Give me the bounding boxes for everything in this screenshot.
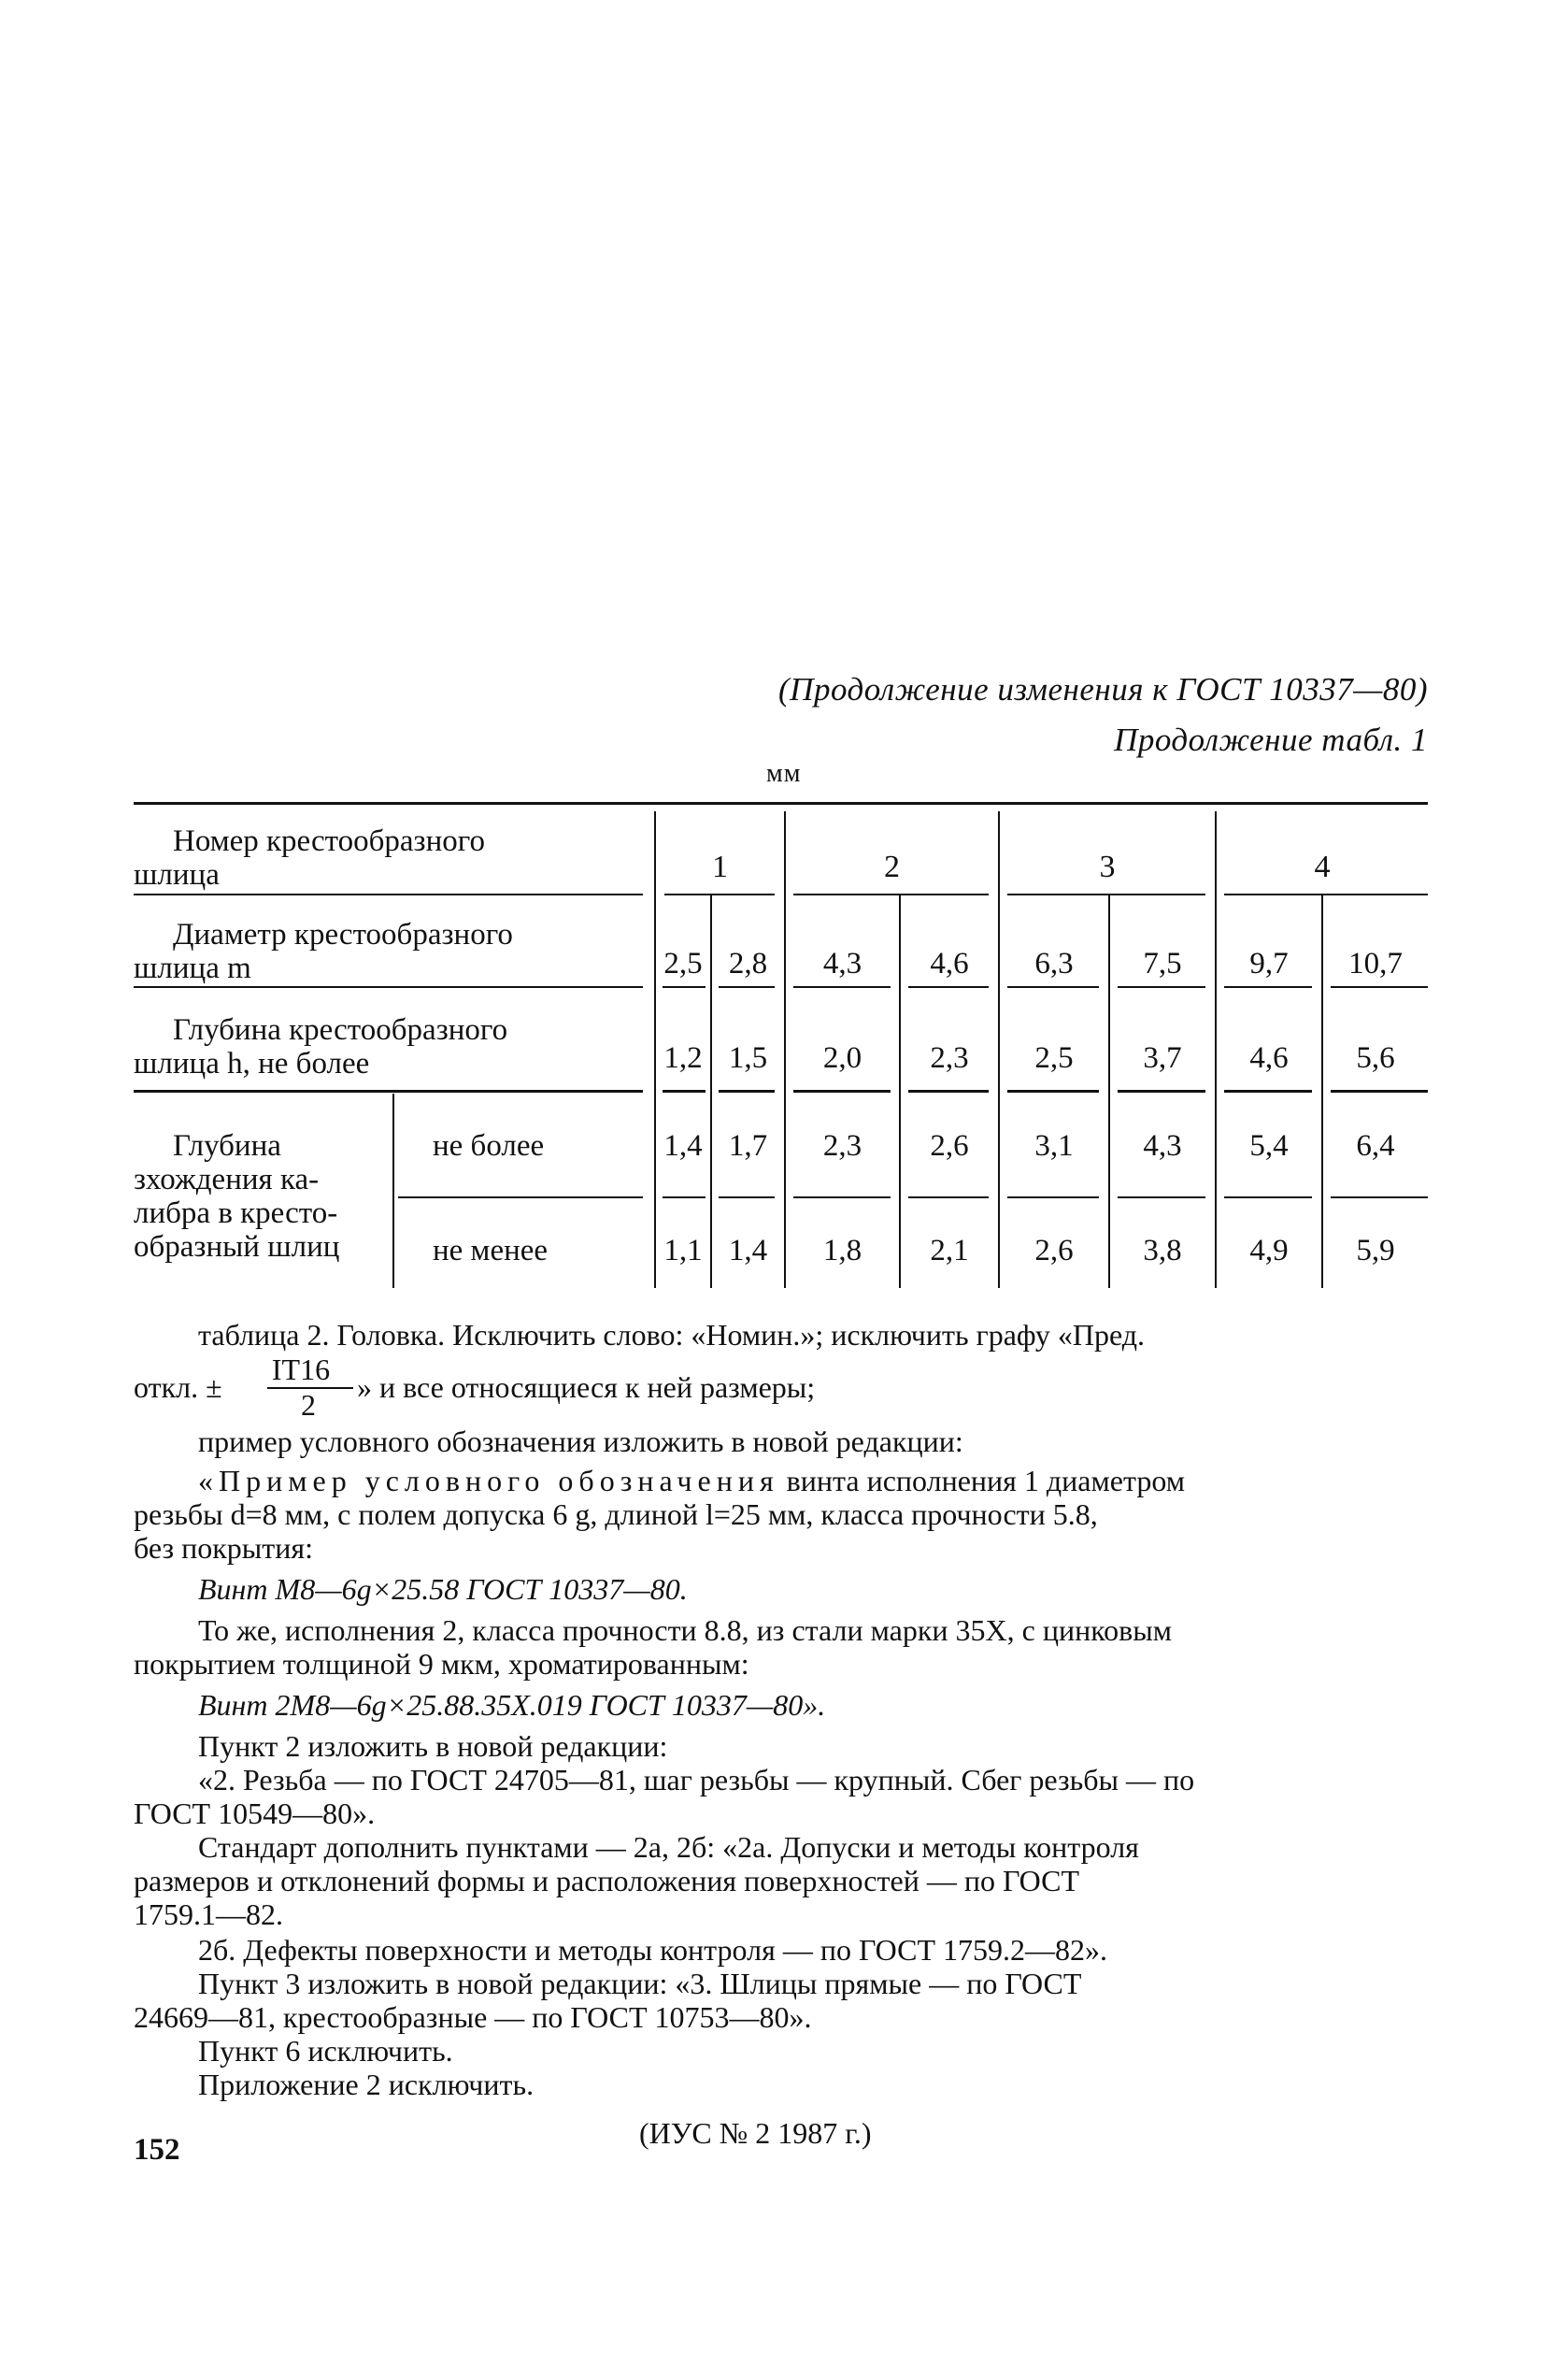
text-line: Приложение 2 исключить.	[198, 2068, 535, 2101]
text-line: ГОСТ 10549—80».	[134, 1797, 376, 1830]
gauge-label-2: зхождения ка-	[134, 1163, 320, 1196]
text-line: без покрытия:	[134, 1531, 313, 1565]
gauge-min-value: 2,1	[930, 1234, 969, 1267]
spaced-emphasis: «Пример условного обозначения	[198, 1464, 779, 1497]
text-line: Пункт 3 изложить в новой редакции: «3. Шлицы прямые — по ГОСТ	[198, 1967, 1082, 2000]
diameter-value: 9,7	[1249, 947, 1289, 981]
text-line: 24669—81, крестообразные — по ГОСТ 10753—80».	[134, 2000, 812, 2034]
gauge-max-value: 1,4	[663, 1129, 703, 1163]
slot-number-1: 1	[712, 850, 728, 884]
gauge-label-3: либра в кресто-	[134, 1196, 338, 1230]
text-line: размеров и отклонений формы и расположения поверхностей — по ГОСТ	[134, 1864, 1080, 1897]
row-label-slot-number-1: Номер крестообразного	[173, 824, 485, 858]
gauge-label-1: Глубина	[173, 1129, 281, 1163]
table-unit: мм	[766, 759, 802, 788]
text-line: пример условного обозначения изложить в новой редакции:	[198, 1424, 963, 1458]
gauge-max-value: 6,4	[1356, 1129, 1395, 1163]
diameter-value: 10,7	[1348, 947, 1403, 981]
gauge-max-value: 4,3	[1143, 1129, 1182, 1163]
text-line: Пункт 6 исключить.	[198, 2034, 453, 2068]
diameter-value: 7,5	[1143, 947, 1182, 981]
depth-value: 1,2	[663, 1041, 703, 1075]
fraction-numerator: IT16	[271, 1353, 331, 1386]
depth-value: 5,6	[1356, 1041, 1395, 1075]
ius-reference: (ИУС № 2 1987 г.)	[639, 2116, 872, 2150]
gauge-min-value: 1,8	[822, 1234, 862, 1267]
text-span: винта исполнения 1 диаметром	[786, 1464, 1185, 1497]
diameter-value: 4,3	[822, 947, 862, 981]
row-label-slot-number-2: шлица	[134, 858, 220, 892]
slot-number-2: 2	[884, 850, 900, 884]
gauge-max-value: 2,6	[930, 1129, 969, 1163]
dimensions-table	[134, 802, 1428, 1290]
gauge-sublabel-min: не менее	[433, 1234, 549, 1267]
gauge-min-value: 1,1	[663, 1234, 703, 1267]
gauge-max-value: 5,4	[1249, 1129, 1289, 1163]
depth-value: 2,5	[1034, 1041, 1074, 1075]
gauge-max-value: 2,3	[822, 1129, 862, 1163]
text-line: 1759.1—82.	[134, 1897, 283, 1931]
text-line: откл. ±	[134, 1370, 222, 1404]
text-line	[198, 1464, 1185, 1497]
gauge-label-4: образный шлиц	[134, 1230, 340, 1264]
designation-example-1: Винт М8—6g×25.58 ГОСТ 10337—80.	[198, 1572, 688, 1606]
slot-number-3: 3	[1099, 850, 1116, 884]
designation-example-2: Винт 2М8—6g×25.88.35Х.019 ГОСТ 10337—80».	[198, 1688, 826, 1722]
gauge-sublabel-max: не более	[433, 1129, 545, 1163]
depth-value: 2,0	[822, 1041, 862, 1075]
depth-value: 1,5	[728, 1041, 768, 1075]
row-label-depth-2: шлица h, не более	[134, 1047, 370, 1081]
gauge-min-value: 2,6	[1034, 1234, 1074, 1267]
diameter-value: 2,5	[663, 947, 703, 981]
diameter-value: 6,3	[1034, 947, 1074, 981]
row-label-diameter-2: шлица m	[134, 952, 251, 985]
text-line: «2. Резьба — по ГОСТ 24705—81, шаг резьбы — крупный. Сбег резьбы — по	[198, 1763, 1195, 1797]
row-label-depth-1: Глубина крестообразного	[173, 1013, 508, 1047]
text-line: резьбы d=8 мм, с полем допуска 6 g, длиной l=25 мм, класса прочности 5.8,	[134, 1497, 1098, 1531]
continuation-table-heading: Продолжение табл. 1	[1114, 722, 1428, 758]
text-line: Пункт 2 изложить в новой редакции:	[198, 1729, 668, 1763]
text-line: таблица 2. Головка. Исключить слово: «Номин.»; исключить графу «Пред.	[198, 1318, 1146, 1352]
text-line: То же, исполнения 2, класса прочности 8.8, из стали марки 35Х, с цинковым	[198, 1613, 1172, 1647]
text-line: 2б. Дефекты поверхности и методы контроля — по ГОСТ 1759.2—82».	[198, 1933, 1108, 1967]
diameter-value: 4,6	[930, 947, 969, 981]
gauge-max-value: 3,1	[1034, 1129, 1074, 1163]
gauge-min-value: 5,9	[1356, 1234, 1395, 1267]
depth-value: 2,3	[930, 1041, 969, 1075]
text-line: покрытием толщиной 9 мкм, хроматированным:	[134, 1647, 749, 1681]
fraction-denominator: 2	[301, 1388, 316, 1422]
continuation-change-heading: (Продолжение изменения к ГОСТ 10337—80)	[778, 671, 1428, 708]
gauge-min-value: 1,4	[728, 1234, 768, 1267]
gauge-max-value: 1,7	[728, 1129, 768, 1163]
text-line: Стандарт дополнить пунктами — 2а, 2б: «2а. Допуски и методы контроля	[198, 1830, 1139, 1864]
text-line: » и все относящиеся к ней размеры;	[357, 1370, 816, 1404]
depth-value: 4,6	[1249, 1041, 1289, 1075]
depth-value: 3,7	[1143, 1041, 1182, 1075]
row-label-diameter-1: Диаметр крестообразного	[173, 918, 513, 952]
gauge-min-value: 3,8	[1143, 1234, 1182, 1267]
gauge-min-value: 4,9	[1249, 1234, 1289, 1267]
page-number: 152	[134, 2133, 180, 2167]
slot-number-4: 4	[1314, 850, 1331, 884]
diameter-value: 2,8	[728, 947, 768, 981]
